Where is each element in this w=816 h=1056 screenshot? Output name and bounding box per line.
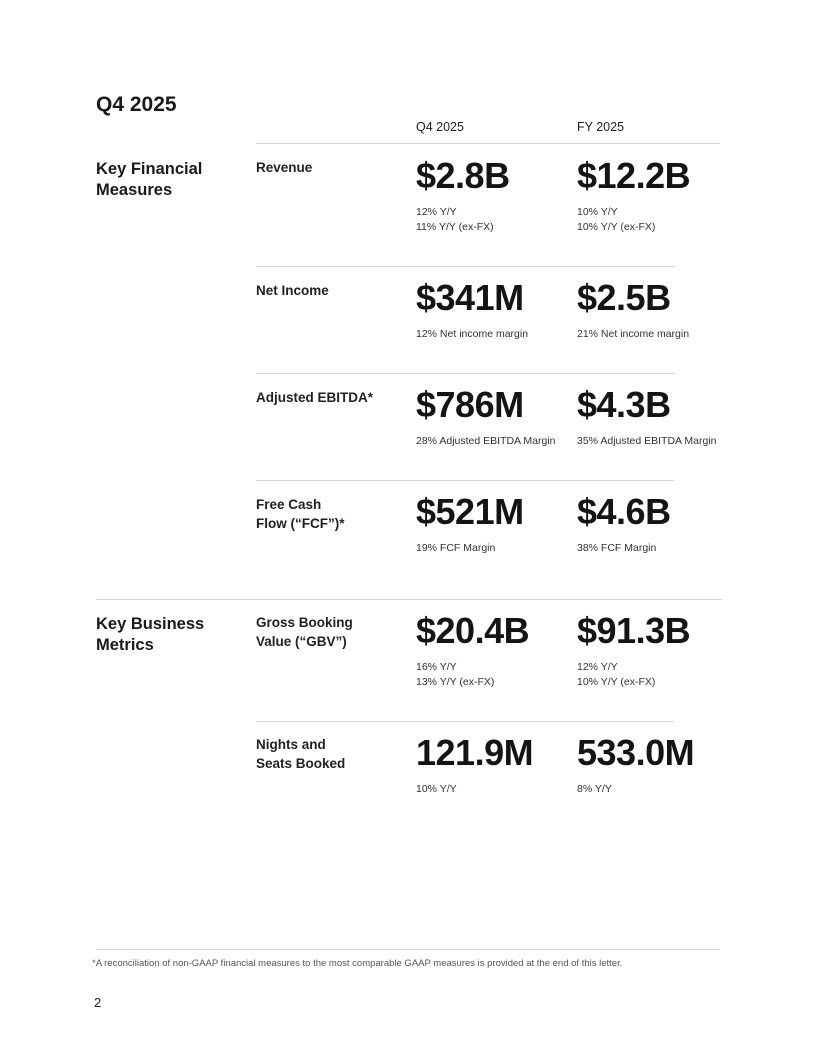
section-label-line: Measures	[96, 181, 173, 199]
gbv-fy-value: $91.3B	[577, 610, 691, 651]
header-divider	[256, 143, 720, 144]
gbv-fy-subtext: 12% Y/Y 10% Y/Y (ex-FX)	[577, 661, 656, 688]
ebitda-fy-value: $4.3B	[577, 384, 671, 425]
fcf-fy-value: $4.6B	[577, 491, 671, 532]
section-label-line: Metrics	[96, 636, 154, 654]
metric-label-adjusted-ebitda: Adjusted EBITDA*	[256, 390, 374, 405]
net-income-fy-subtext: 21% Net income margin	[577, 328, 690, 340]
footnote: *A reconciliation of non-GAAP financial measures to the most comparable GAAP measures is provided at the end of this letter.	[92, 958, 623, 969]
column-header-fy: FY 2025	[577, 120, 625, 134]
metric-divider	[256, 480, 674, 481]
metric-divider	[256, 373, 674, 374]
revenue-q4-subtext: 12% Y/Y 11% Y/Y (ex-FX)	[416, 206, 494, 233]
metric-label-net-income: Net Income	[256, 283, 329, 298]
page-number: 2	[94, 995, 102, 1010]
net-income-q4-subtext: 12% Net income margin	[416, 328, 529, 340]
section-label-line: Key Financial	[96, 160, 203, 178]
footnote-divider	[96, 949, 720, 950]
section-label-business	[96, 614, 236, 656]
metric-label-gbv: Gross Booking Value (“GBV”)	[256, 615, 353, 649]
ebitda-q4-value: $786M	[416, 384, 524, 425]
section-label-line: Key Business	[96, 615, 205, 633]
metric-label-nights-seats: Nights and Seats Booked	[256, 737, 346, 771]
net-income-q4-value: $341M	[416, 277, 524, 318]
metric-label-revenue: Revenue	[256, 160, 313, 175]
page-title: Q4 2025	[96, 93, 177, 116]
fcf-q4-value: $521M	[416, 491, 524, 532]
ebitda-q4-subtext: 28% Adjusted EBITDA Margin	[416, 435, 556, 447]
revenue-q4-value: $2.8B	[416, 155, 510, 196]
nights-fy-subtext: 8% Y/Y	[577, 783, 612, 795]
nights-q4-value: 121.9M	[416, 732, 534, 773]
column-header-q4: Q4 2025	[416, 120, 464, 134]
revenue-fy-value: $12.2B	[577, 155, 691, 196]
section-divider	[96, 599, 722, 600]
fcf-fy-subtext: 38% FCF Margin	[577, 542, 657, 554]
revenue-fy-subtext: 10% Y/Y 10% Y/Y (ex-FX)	[577, 206, 656, 233]
metric-divider	[256, 266, 674, 267]
nights-q4-subtext: 10% Y/Y	[416, 783, 457, 795]
metric-divider	[256, 721, 674, 722]
nights-fy-value: 533.0M	[577, 732, 695, 773]
net-income-fy-value: $2.5B	[577, 277, 671, 318]
gbv-q4-value: $20.4B	[416, 610, 530, 651]
ebitda-fy-subtext: 35% Adjusted EBITDA Margin	[577, 435, 717, 447]
gbv-q4-subtext: 16% Y/Y 13% Y/Y (ex-FX)	[416, 661, 495, 688]
section-label-financial	[96, 159, 236, 201]
fcf-q4-subtext: 19% FCF Margin	[416, 542, 496, 554]
metric-label-free-cash-flow: Free Cash Flow (“FCF”)*	[256, 497, 345, 531]
